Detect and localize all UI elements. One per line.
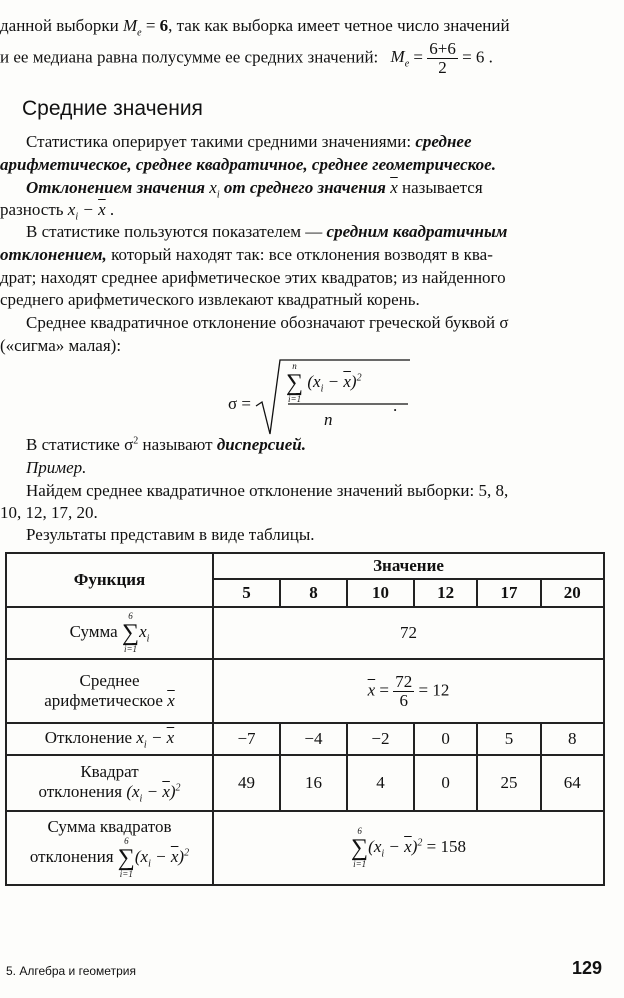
function-header: Функция: [6, 553, 213, 607]
row-deviation-label: Отклонение $x_i - \overline{x}$: [6, 723, 213, 755]
page-number: 129: [571, 958, 602, 978]
paragraph-7-line-2: 10, 12, 17, 20.: [0, 503, 98, 522]
deviation-cell: −4: [280, 723, 347, 755]
text: и ее медиана равна полусумме ее средних значений:: [0, 47, 379, 67]
sigma-formula: σ = n ∑ i=1 $(x_i - \overline{x})^2$ n .: [228, 356, 408, 438]
row-sum-squares-value: 6 ∑ i=1 $(x_i - \overline{x})^2 = 158$: [213, 811, 604, 885]
row-square-label: Квадрат отклонения $(x_i - \overline{x})^2$: [6, 755, 213, 811]
deviation-cell: 5: [477, 723, 540, 755]
value-cell: 10: [347, 579, 414, 607]
row-mean-label: Среднее арифметическое $\overline{x}$: [6, 659, 213, 723]
value-cell: 5: [213, 579, 280, 607]
median-fraction: $\frac{6+6}{2}$: [429, 39, 456, 77]
text-line-2: и ее медиана равна полусумме ее средних значений: $M_e$ = $\frac{6+6}{2}$ = 6 .: [0, 39, 493, 77]
row-sum-squares-label: Сумма квадратов отклонения 6 ∑ i=1 $(x_i - \overline{x})^2$: [6, 811, 213, 885]
row-sum-label: Сумма 6 ∑ i=1 $x_i$: [6, 607, 213, 659]
square-cell: 25: [477, 755, 540, 811]
section-heading: Средние значения: [22, 97, 203, 120]
footer-section: 5. Алгебра и геометрия: [6, 964, 136, 978]
paragraph-3-line-2: отклонением, который находят так: все отклонения возводят в ква-: [0, 245, 493, 264]
square-cell: 64: [541, 755, 604, 811]
paragraph-5: В статистике $\sigma^2$ называют дисперсией.: [26, 435, 307, 454]
paragraph-8: Результаты представим в виде таблицы.: [26, 525, 315, 544]
paragraph-4-line-1: Среднее квадратичное отклонение обозначают греческой буквой σ: [26, 313, 509, 332]
example-label: Пример.: [26, 458, 87, 477]
row-sum-value: 72: [213, 607, 604, 659]
statistics-table: [5, 552, 605, 886]
deviation-cell: −7: [213, 723, 280, 755]
square-cell: 49: [213, 755, 280, 811]
paragraph-1-line-1: Статистика оперирует такими средними значениями: среднее: [26, 132, 472, 151]
square-cell: 0: [414, 755, 477, 811]
text: данной выборки: [0, 16, 119, 35]
square-cell: 16: [280, 755, 347, 811]
paragraph-1-line-2: арифметическое, среднее квадратичное, среднее геометрическое.: [0, 155, 496, 174]
square-cell: 4: [347, 755, 414, 811]
text: = 6 .: [462, 47, 493, 67]
paragraph-3-line-3: драт; находят среднее арифметическое этих квадратов; из найденного: [0, 268, 506, 287]
deviation-cell: 8: [541, 723, 604, 755]
median-symbol: $M_e$: [122, 16, 142, 39]
deviation-cell: −2: [347, 723, 414, 755]
paragraph-2-line-1: Отклонением значения $x_i$ от среднего значения $\overline{x}$ называется: [26, 178, 483, 201]
text-line-1: данной выборки $M_e = 6$, так как выборка имеет четное число значений: [0, 16, 510, 39]
value-header: Значение: [213, 553, 604, 579]
value-cell: 20: [541, 579, 604, 607]
paragraph-7-line-1: Найдем среднее квадратичное отклонение значений выборки: 5, 8,: [26, 481, 509, 500]
paragraph-3-line-1: В статистике пользуются показателем — средним квадратичным: [26, 222, 508, 241]
value-cell: 8: [280, 579, 347, 607]
deviation-cell: 0: [414, 723, 477, 755]
value-cell: 12: [414, 579, 477, 607]
paragraph-4-line-2: («сигма» малая):: [0, 336, 122, 355]
text: , так как выборка имеет четное число значений: [168, 16, 510, 35]
row-mean-value: $\overline{x}$ = $\frac{72}{6}$ = 12: [213, 659, 604, 723]
value-cell: 17: [477, 579, 540, 607]
paragraph-2-line-2: разность $x_i - \overline{x}$ .: [0, 200, 115, 223]
paragraph-3-line-4: среднего арифметического извлекают квадратный корень.: [0, 290, 420, 309]
